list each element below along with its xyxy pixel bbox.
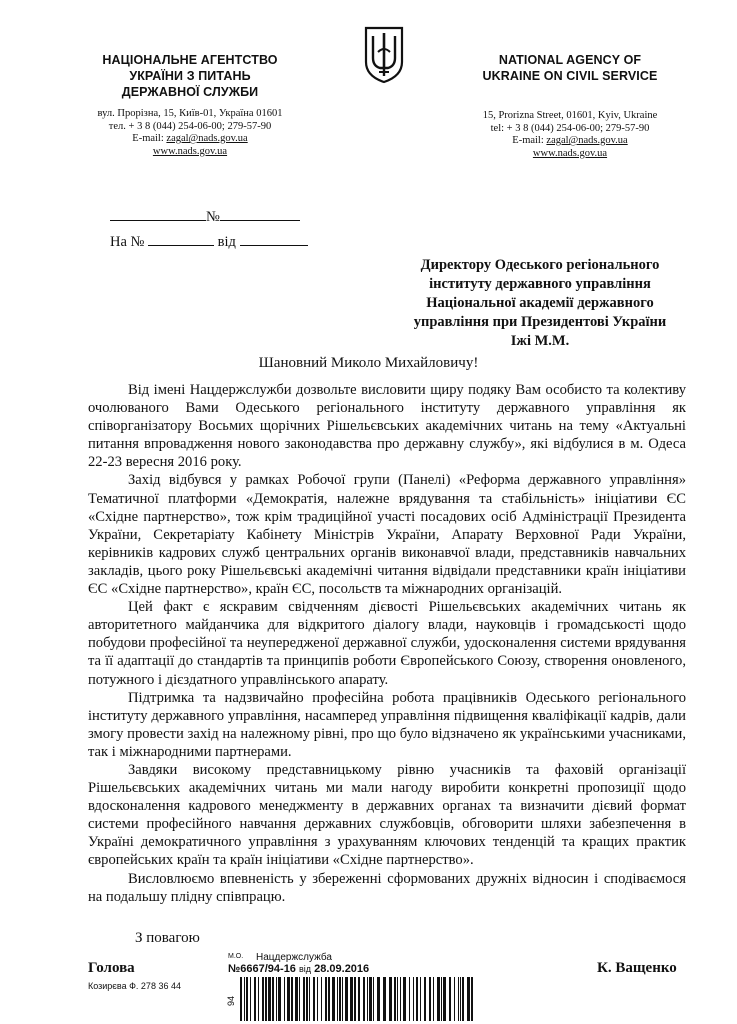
barcode-bar bbox=[309, 977, 310, 1021]
barcode-bar bbox=[337, 977, 338, 1021]
barcode-bar bbox=[321, 977, 322, 1021]
barcode-bar bbox=[328, 977, 330, 1021]
barcode-bar bbox=[268, 977, 271, 1021]
paragraph: Висловлюємо впевненість у збереженні сформованих дружніх відносин і сподіваємося на подальшу плідну співпрацю. bbox=[88, 870, 686, 905]
addressee-line: Іжі М.М. bbox=[510, 333, 570, 349]
contacts-ua bbox=[70, 108, 310, 158]
paragraph: Підтримка та надзвичайно професійна робота працівників Одеського регіонального інституту державного управління, насамперед управління підвищення кваліфікації кадрів, дали змогу провести захід на належному рівні, про що було відзначено як українськими учасниками, так і міжнародними партнерами. bbox=[88, 689, 686, 760]
address-line: 15, Prorizna Street, 01601, Kyiv, Ukraine bbox=[482, 110, 658, 121]
email-line bbox=[70, 133, 310, 146]
barcode-bar bbox=[291, 977, 293, 1021]
barcode-bar bbox=[389, 977, 392, 1021]
barcode-bar bbox=[460, 977, 461, 1021]
reference-number-blank[interactable] bbox=[148, 231, 214, 246]
barcode-bar bbox=[350, 977, 353, 1021]
email-label: E-mail: bbox=[512, 135, 547, 146]
number-sign: № bbox=[206, 209, 220, 225]
trident-coat-of-arms-icon bbox=[360, 24, 408, 84]
number-blank[interactable] bbox=[110, 206, 206, 221]
barcode-bar bbox=[244, 977, 245, 1021]
barcode-bar bbox=[441, 977, 442, 1021]
barcode-bar bbox=[449, 977, 451, 1021]
barcode-bar bbox=[295, 977, 298, 1021]
stamp-number-line bbox=[228, 963, 369, 975]
barcode-bar bbox=[397, 977, 398, 1021]
regards: З повагою bbox=[135, 930, 200, 946]
barcode-bar bbox=[394, 977, 396, 1021]
org-line: UKRAINE ON CIVIL SERVICE bbox=[482, 69, 658, 83]
barcode-bar bbox=[424, 977, 426, 1021]
executor-contact: Козирєва Ф. 278 36 44 bbox=[88, 981, 181, 991]
reference-date-blank[interactable] bbox=[240, 231, 308, 246]
barcode-bar bbox=[420, 977, 421, 1021]
contacts-en bbox=[440, 110, 700, 160]
org-line: ДЕРЖАВНОЇ СЛУЖБИ bbox=[121, 85, 259, 99]
barcode-bar bbox=[250, 977, 251, 1021]
address-line: вул. Прорізна, 15, Київ-01, Україна 01601 bbox=[97, 108, 283, 119]
barcode-bar bbox=[284, 977, 285, 1021]
barcode-bar bbox=[258, 977, 259, 1021]
barcode-bar bbox=[265, 977, 267, 1021]
barcode-bar bbox=[332, 977, 335, 1021]
signatory-name: К. Ващенко bbox=[597, 960, 677, 976]
org-line: НАЦІОНАЛЬНЕ АГЕНТСТВО bbox=[102, 53, 278, 67]
barcode-bar bbox=[363, 977, 365, 1021]
email-line bbox=[440, 135, 700, 148]
barcode-bar bbox=[383, 977, 386, 1021]
reference-label: На № bbox=[110, 234, 145, 250]
barcode-bar bbox=[317, 977, 318, 1021]
salutation: Шановний Миколо Михайловичу! bbox=[258, 355, 479, 371]
stamp-date-label: від bbox=[299, 964, 312, 974]
org-line: NATIONAL AGENCY OF bbox=[498, 53, 642, 67]
org-name-en bbox=[440, 52, 700, 84]
stamp-organization: Нацдержслужба bbox=[256, 952, 332, 963]
paragraph: Від імені Нацдержслужби дозвольте висловити щиру подяку Вам особисто та колективу очолюваного Вами Одеського регіонального інституту державного управління як співорганізатору Восьмих щорічних Рішельєвських академічних читань на тему «Актуальні питання впровадження нового законодавства про державну службу», які відбулися в м. Одеса 22-23 вересня 2016 року. bbox=[88, 382, 686, 471]
barcode-bar bbox=[246, 977, 248, 1021]
letter-body bbox=[88, 381, 686, 906]
website-link[interactable]: www.nads.gov.ua bbox=[152, 145, 228, 157]
barcode-bar bbox=[354, 977, 356, 1021]
phone-line: tel: + 3 8 (044) 254-06-00; 279-57-90 bbox=[490, 122, 650, 134]
barcode-bar bbox=[369, 977, 372, 1021]
barcode-bar bbox=[254, 977, 256, 1021]
barcode-bar bbox=[429, 977, 431, 1021]
barcode-bar bbox=[276, 977, 277, 1021]
barcode-bar bbox=[443, 977, 446, 1021]
barcode-bar bbox=[325, 977, 327, 1021]
barcode-bar bbox=[287, 977, 290, 1021]
barcode-bar bbox=[433, 977, 434, 1021]
header-english bbox=[440, 52, 700, 160]
org-name-ua bbox=[70, 52, 310, 100]
incoming-reference-line bbox=[110, 231, 308, 251]
stamp-date: 28.09.2016 bbox=[314, 963, 370, 975]
barcode-bar bbox=[262, 977, 264, 1021]
barcode-bar bbox=[272, 977, 274, 1021]
barcode-bar bbox=[358, 977, 360, 1021]
registration-stamp bbox=[228, 952, 488, 1024]
email-link[interactable]: zagal@nads.gov.ua bbox=[546, 135, 628, 146]
phone-line: тел. + 3 8 (044) 254-06-00; 279-57-90 bbox=[108, 120, 272, 132]
signatory-position: Голова bbox=[88, 960, 135, 976]
barcode-bar bbox=[409, 977, 410, 1021]
stamp-mark: М.О. bbox=[228, 953, 244, 960]
barcode-bar bbox=[342, 977, 343, 1021]
barcode-bar bbox=[240, 977, 242, 1021]
barcode-bar bbox=[454, 977, 455, 1021]
email-label: E-mail: bbox=[132, 133, 167, 144]
from-label: від bbox=[217, 234, 236, 250]
barcode-bar bbox=[377, 977, 380, 1021]
outgoing-number-line bbox=[110, 206, 300, 226]
barcode-bar bbox=[467, 977, 470, 1021]
barcode-bar bbox=[462, 977, 464, 1021]
barcode-bar bbox=[403, 977, 406, 1021]
paragraph: Цей факт є яскравим свідченням дієвості Рішельєвських академічних читань як авторитетного майданчика для відкритого діалогу влади, науковців і громадськості щодо побудови професійної та неупередженої державної служби, удосконалення системи врядування та її адаптації до стандартів та принципів роботи Європейського Союзу, створення оновленого, потужного і дієздатного управлінського апарату. bbox=[88, 599, 686, 688]
website-link[interactable]: www.nads.gov.ua bbox=[532, 147, 608, 159]
date-blank[interactable] bbox=[220, 206, 300, 221]
paragraph: Завдяки високому представницькому рівню учасників та фаховій організації Рішельєвських академічних читань ми мали нагоду виробити конкретні пропозиції щодо вдосконалення кадрового менеджменту в державних органах та визначити дієвий формат системи професійного навчання державних службовців, обговорити шляхи забезпечення в Україні демократичного управління з урахуванням ключових тенденцій та кращих практик європейських країн та країн ініціативи «Східне партнерство». bbox=[88, 761, 686, 869]
addressee-line: Директору Одеського регіонального bbox=[420, 257, 660, 273]
barcode bbox=[240, 977, 476, 1021]
paragraph: Захід відбувся у рамках Робочої групи (Панелі) «Реформа державного управління» Тематичної платформи «Демократія, належне врядування та стабільність» ініціативи ЄС «Східне партнерство», тож крім традиційної участі посадових осіб Адміністрації Президента України, Секретаріату Кабінету Міністрів України, Апарату Верховної Ради України, керівників кадрових служб центральних органів виконавчої влади, представників навчальних закладів, цього року Рішельєвські академічні читання відвідали представники країн ініціативи ЄС «Східне партнерство», країн ЄС, посольств та міжнародних організацій. bbox=[88, 472, 686, 598]
barcode-bar bbox=[299, 977, 300, 1021]
barcode-bar bbox=[400, 977, 401, 1021]
addressee-line: інституту державного управління bbox=[429, 276, 651, 292]
header-ukrainian bbox=[70, 52, 310, 158]
barcode-bar bbox=[345, 977, 348, 1021]
barcode-bar bbox=[458, 977, 459, 1021]
barcode-bar bbox=[413, 977, 414, 1021]
barcode-bar bbox=[339, 977, 341, 1021]
barcode-bar bbox=[313, 977, 315, 1021]
barcode-bar bbox=[373, 977, 374, 1021]
barcode-bar bbox=[471, 977, 473, 1021]
email-link[interactable]: zagal@nads.gov.ua bbox=[166, 133, 248, 144]
addressee-line: Національної академії державного bbox=[426, 295, 654, 311]
barcode-bar bbox=[303, 977, 305, 1021]
barcode-bar bbox=[416, 977, 418, 1021]
barcode-bar bbox=[306, 977, 308, 1021]
stamp-side-code: 94 bbox=[226, 995, 237, 1007]
barcode-bar bbox=[367, 977, 368, 1021]
barcode-bar bbox=[437, 977, 440, 1021]
stamp-number: №6667/94-16 bbox=[228, 963, 296, 975]
barcode-bar bbox=[278, 977, 281, 1021]
addressee-line: управління при Президентові України bbox=[413, 314, 667, 330]
org-line: УКРАЇНИ З ПИТАНЬ bbox=[129, 69, 251, 83]
addressee-block bbox=[405, 256, 675, 351]
